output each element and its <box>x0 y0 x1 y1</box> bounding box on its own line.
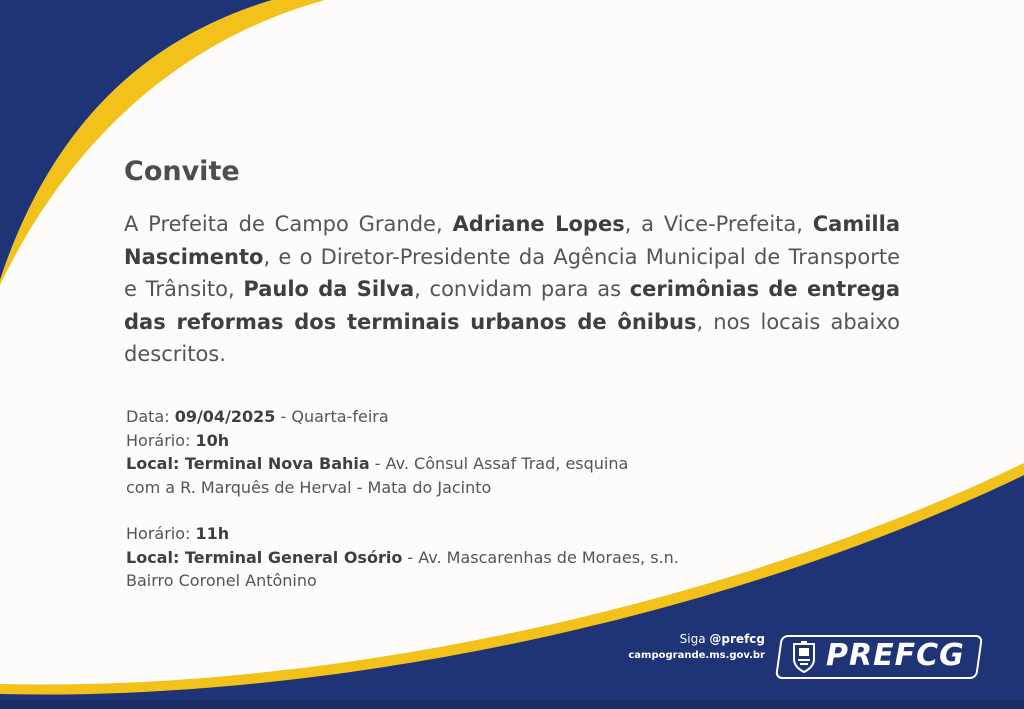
intro-text-4: , convidam para as <box>414 277 630 301</box>
director-name: Paulo da Silva <box>243 277 415 301</box>
prefcg-brand: PREFCG <box>826 638 965 673</box>
intro-text-3: , e o Diretor-Presidente da Agência Municipal de Transporte e Trânsito, <box>124 244 900 301</box>
website-link[interactable]: campogrande.ms.gov.br <box>628 650 765 661</box>
event1-terminal: Terminal Nova Bahia <box>184 454 370 473</box>
event2-time-line <box>126 522 826 546</box>
vice-mayor-name: Camilla Nascimento <box>124 212 900 269</box>
event1-weekday: - Quarta-feira <box>275 407 389 426</box>
intro-text-1: A Prefeita de Campo Grande, <box>124 212 453 236</box>
event1-date-line <box>126 405 826 429</box>
event1-time-line <box>126 429 826 453</box>
social-follow <box>640 632 765 646</box>
social-handle[interactable]: @prefcg <box>709 632 765 646</box>
follow-prefix: Siga <box>679 632 710 646</box>
invite-paragraph <box>124 208 900 371</box>
event1-local-label: Local: <box>126 454 185 473</box>
event1-local-line <box>126 452 826 476</box>
event2-address-1: - Av. Mascarenhas de Moraes, s.n. <box>402 547 679 567</box>
event2-address-line-2: Bairro Coronel Antônino <box>126 571 317 590</box>
event1-date: 09/04/2025 <box>174 407 276 426</box>
event1-address-1: - Av. Cônsul Assaf Trad, esquina <box>369 454 629 473</box>
mayor-name: Adriane Lopes <box>452 212 625 236</box>
city-coat-of-arms-icon <box>790 641 818 674</box>
event2-time: 11h <box>195 524 230 543</box>
event2-local-line <box>126 546 826 570</box>
time-label: Horário: <box>126 524 196 543</box>
invite-title: Convite <box>124 156 240 187</box>
event1-time: 10h <box>195 430 230 450</box>
intro-text-5: , nos locais abaixo descritos. <box>124 309 900 366</box>
intro-text-2: , a Vice-Prefeita, <box>624 212 813 236</box>
time-label: Horário: <box>126 430 196 450</box>
event2-local-label: Local: <box>126 547 185 567</box>
event2-terminal: Terminal General Osório <box>184 547 403 567</box>
ceremony-description: cerimônias de entrega das reformas dos terminais urbanos de ônibus <box>124 277 901 334</box>
event-details <box>126 405 826 593</box>
bottom-strip <box>0 700 1024 709</box>
date-label: Data: <box>126 407 175 426</box>
event1-address-line-2: com a R. Marquês de Herval - Mata do Jacinto <box>126 477 492 497</box>
